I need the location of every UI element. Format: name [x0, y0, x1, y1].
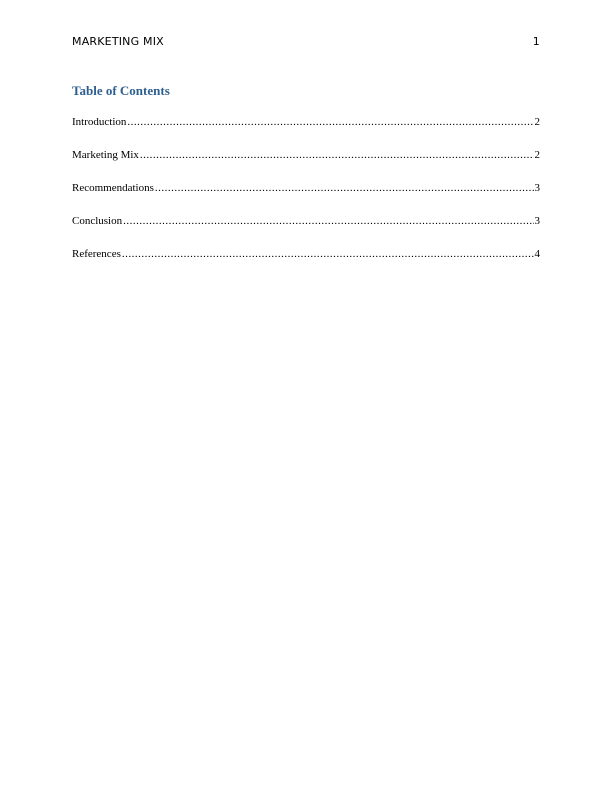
- toc-entry-title: References: [72, 248, 121, 260]
- toc-entry-page: 3: [534, 215, 540, 227]
- toc-entry-title: Conclusion: [72, 215, 123, 227]
- toc-entry-recommendations[interactable]: [72, 182, 540, 215]
- toc-list: [72, 116, 540, 281]
- toc-dot-leader: [127, 116, 533, 128]
- toc-entry-page: 4: [534, 248, 540, 260]
- page-header: [72, 35, 540, 48]
- toc-dot-leader: [123, 215, 533, 227]
- toc-dot-leader: [122, 248, 534, 260]
- page-number: 1: [532, 35, 540, 48]
- toc-entry-title: Introduction: [72, 116, 127, 128]
- toc-entry-introduction[interactable]: [72, 116, 540, 149]
- toc-entry-references[interactable]: [72, 248, 540, 281]
- toc-entry-title: Recommendations: [72, 182, 154, 194]
- toc-heading: Table of Contents: [72, 83, 170, 98]
- toc-entry-page: 2: [534, 116, 540, 128]
- toc-entry-marketing-mix[interactable]: [72, 149, 540, 182]
- running-title: MARKETING MIX: [72, 35, 164, 48]
- toc-entry-page: 3: [534, 182, 540, 194]
- toc-dot-leader: [155, 182, 534, 194]
- toc-entry-page: 2: [534, 149, 540, 161]
- toc-entry-conclusion[interactable]: [72, 215, 540, 248]
- toc-entry-title: Marketing Mix: [72, 149, 139, 161]
- toc-dot-leader: [140, 149, 534, 161]
